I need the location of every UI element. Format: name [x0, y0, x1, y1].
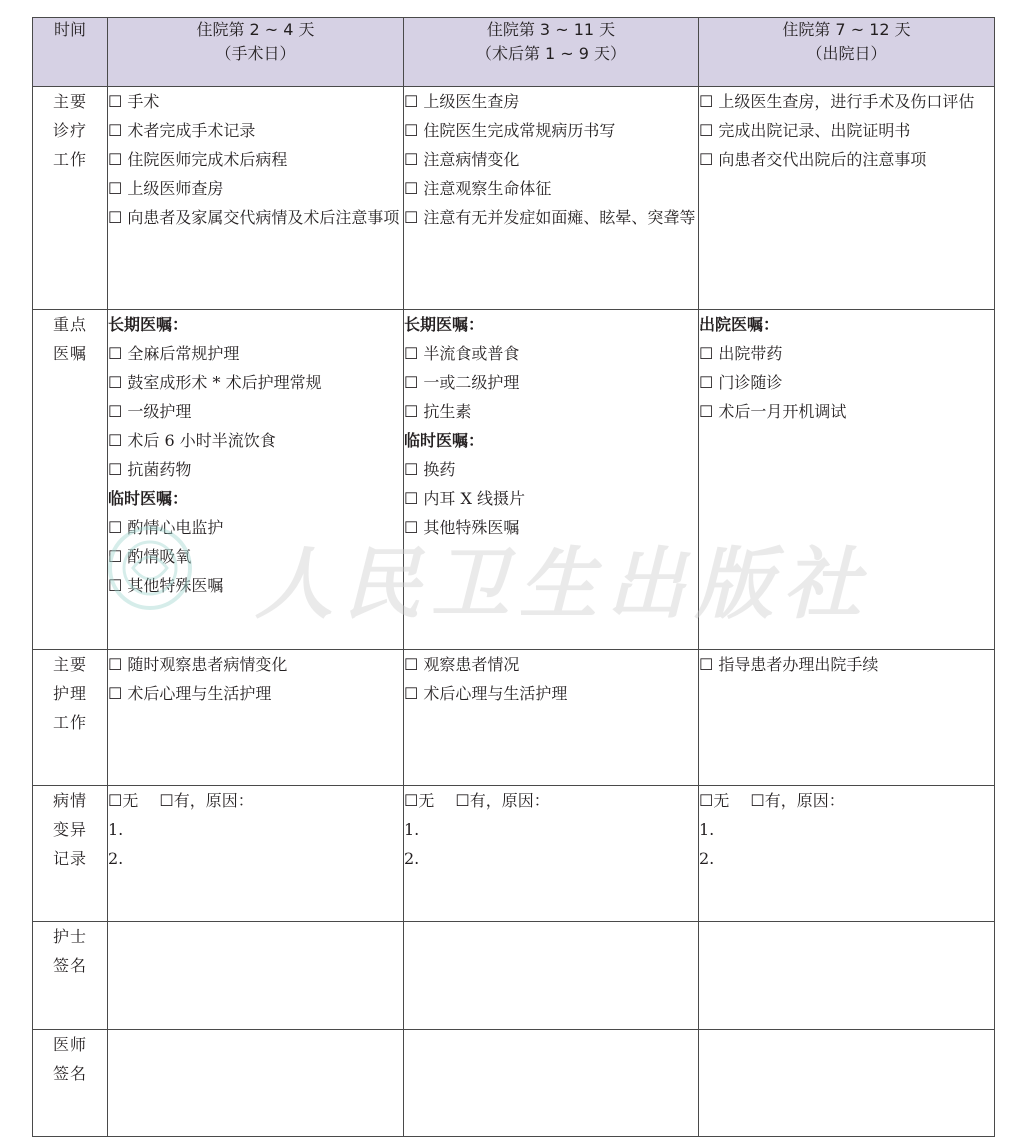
clinical-pathway-table [32, 17, 995, 1137]
order-item: ☐ 抗菌药物 [108, 460, 192, 479]
nurse-signature-field-3[interactable] [699, 922, 995, 1030]
row-label-key-orders: 重点 医嘱 [33, 310, 108, 650]
header-subtitle: （出院日） [806, 44, 887, 63]
list-item: 2. [404, 849, 420, 868]
order-item: ☐ 半流食或普食 [404, 344, 520, 363]
order-item: ☐ 其他特殊医嘱 [108, 576, 224, 595]
list-item: ☐ 术者完成手术记录 [108, 121, 256, 140]
doctor-signature-field-2[interactable] [404, 1030, 699, 1137]
header-subtitle: （术后第 1 ~ 9 天） [475, 44, 627, 63]
list-item: ☐ 观察患者情况 [404, 655, 520, 674]
header-row [33, 18, 995, 87]
order-item: ☐ 全麻后常规护理 [108, 344, 240, 363]
nurse-signature-field-1[interactable] [108, 922, 404, 1030]
orders-heading: 临时医嘱： [108, 489, 189, 508]
order-item: ☐ 酌情吸氧 [108, 547, 192, 566]
orders-heading: 长期医嘱： [108, 315, 189, 334]
list-item: 2. [699, 849, 715, 868]
variance-cell-2 [404, 786, 699, 922]
header-day-3-11 [404, 18, 699, 87]
doctor-signature-field-1[interactable] [108, 1030, 404, 1137]
variance-cell-3 [699, 786, 995, 922]
watermark-text: 人民卫生出版社 [255, 539, 872, 630]
header-title: 住院第 3 ~ 11 天 [486, 20, 616, 39]
orders-cell-3 [699, 310, 995, 650]
list-item: ☐ 完成出院记录、出院证明书 [699, 121, 911, 140]
list-item: 2. [108, 849, 124, 868]
list-item: ☐ 指导患者办理出院手续 [699, 655, 879, 674]
doctor-signature-field-3[interactable] [699, 1030, 995, 1137]
row-nurse-signature [33, 922, 995, 1030]
header-subtitle: （手术日） [215, 44, 296, 63]
list-item: ☐ 随时观察患者病情变化 [108, 655, 288, 674]
order-item: ☐ 一或二级护理 [404, 373, 520, 392]
list-item: ☐无 ☐有，原因： [699, 791, 845, 810]
orders-heading: 临时医嘱： [404, 431, 485, 450]
list-item: ☐ 住院医生完成常规病历书写 [404, 121, 616, 140]
order-item: ☐ 鼓室成形术 * 术后护理常规 [108, 373, 322, 392]
list-item: 1. [108, 820, 124, 839]
list-item: ☐ 向患者交代出院后的注意事项 [699, 150, 927, 169]
orders-heading: 出院医嘱： [699, 315, 780, 334]
header-title: 住院第 7 ~ 12 天 [782, 20, 911, 39]
order-item: ☐ 内耳 X 线摄片 [404, 489, 525, 508]
row-nursing [33, 650, 995, 786]
row-label-nursing: 主要 护理 工作 [33, 650, 108, 786]
nursing-cell-1 [108, 650, 404, 786]
main-tasks-cell-1 [108, 87, 404, 310]
nursing-cell-2 [404, 650, 699, 786]
list-item: ☐ 注意病情变化 [404, 150, 520, 169]
orders-heading: 长期医嘱： [404, 315, 485, 334]
header-day-2-4 [108, 18, 404, 87]
row-key-orders [33, 310, 995, 650]
order-item: ☐ 其他特殊医嘱 [404, 518, 520, 537]
list-item: ☐无 ☐有，原因： [108, 791, 254, 810]
order-item: ☐ 门诊随诊 [699, 373, 783, 392]
row-variance [33, 786, 995, 922]
row-label-doctor-signature: 医师 签名 [33, 1030, 108, 1137]
list-item: 1. [699, 820, 715, 839]
list-item: 1. [404, 820, 420, 839]
row-label-variance: 病情 变异 记录 [33, 786, 108, 922]
nursing-cell-3 [699, 650, 995, 786]
orders-cell-1 [108, 310, 404, 650]
order-item: ☐ 酌情心电监护 [108, 518, 224, 537]
nurse-signature-field-2[interactable] [404, 922, 699, 1030]
order-item: ☐ 术后 6 小时半流饮食 [108, 431, 276, 450]
row-label-main-tasks: 主要 诊疗 工作 [33, 87, 108, 310]
list-item: ☐ 术后心理与生活护理 [108, 684, 272, 703]
list-item: ☐ 注意观察生命体征 [404, 179, 552, 198]
order-item: ☐ 抗生素 [404, 402, 472, 421]
header-day-7-12 [699, 18, 995, 87]
list-item: ☐ 住院医师完成术后病程 [108, 150, 288, 169]
variance-cell-1 [108, 786, 404, 922]
list-item: ☐ 上级医生查房 [404, 92, 520, 111]
order-item: ☐ 换药 [404, 460, 456, 479]
order-item: ☐ 术后一月开机调试 [699, 402, 847, 421]
list-item: ☐ 向患者及家属交代病情及术后注意事项 [108, 208, 400, 227]
header-time-label: 时间 [33, 18, 108, 87]
list-item: ☐ 手术 [108, 92, 160, 111]
row-main-tasks [33, 87, 995, 310]
header-title: 住院第 2 ~ 4 天 [196, 20, 315, 39]
main-tasks-cell-2 [404, 87, 699, 310]
row-label-nurse-signature: 护士 签名 [33, 922, 108, 1030]
list-item: ☐ 上级医师查房 [108, 179, 224, 198]
order-item: ☐ 一级护理 [108, 402, 192, 421]
list-item: ☐ 术后心理与生活护理 [404, 684, 568, 703]
list-item: ☐ 注意有无并发症如面瘫、眩晕、突聋等 [404, 208, 696, 227]
main-tasks-cell-3 [699, 87, 995, 310]
orders-cell-2 [404, 310, 699, 650]
order-item: ☐ 出院带药 [699, 344, 783, 363]
list-item: ☐无 ☐有，原因： [404, 791, 550, 810]
row-doctor-signature [33, 1030, 995, 1137]
list-item: ☐ 上级医生查房，进行手术及伤口评估 [699, 92, 975, 111]
